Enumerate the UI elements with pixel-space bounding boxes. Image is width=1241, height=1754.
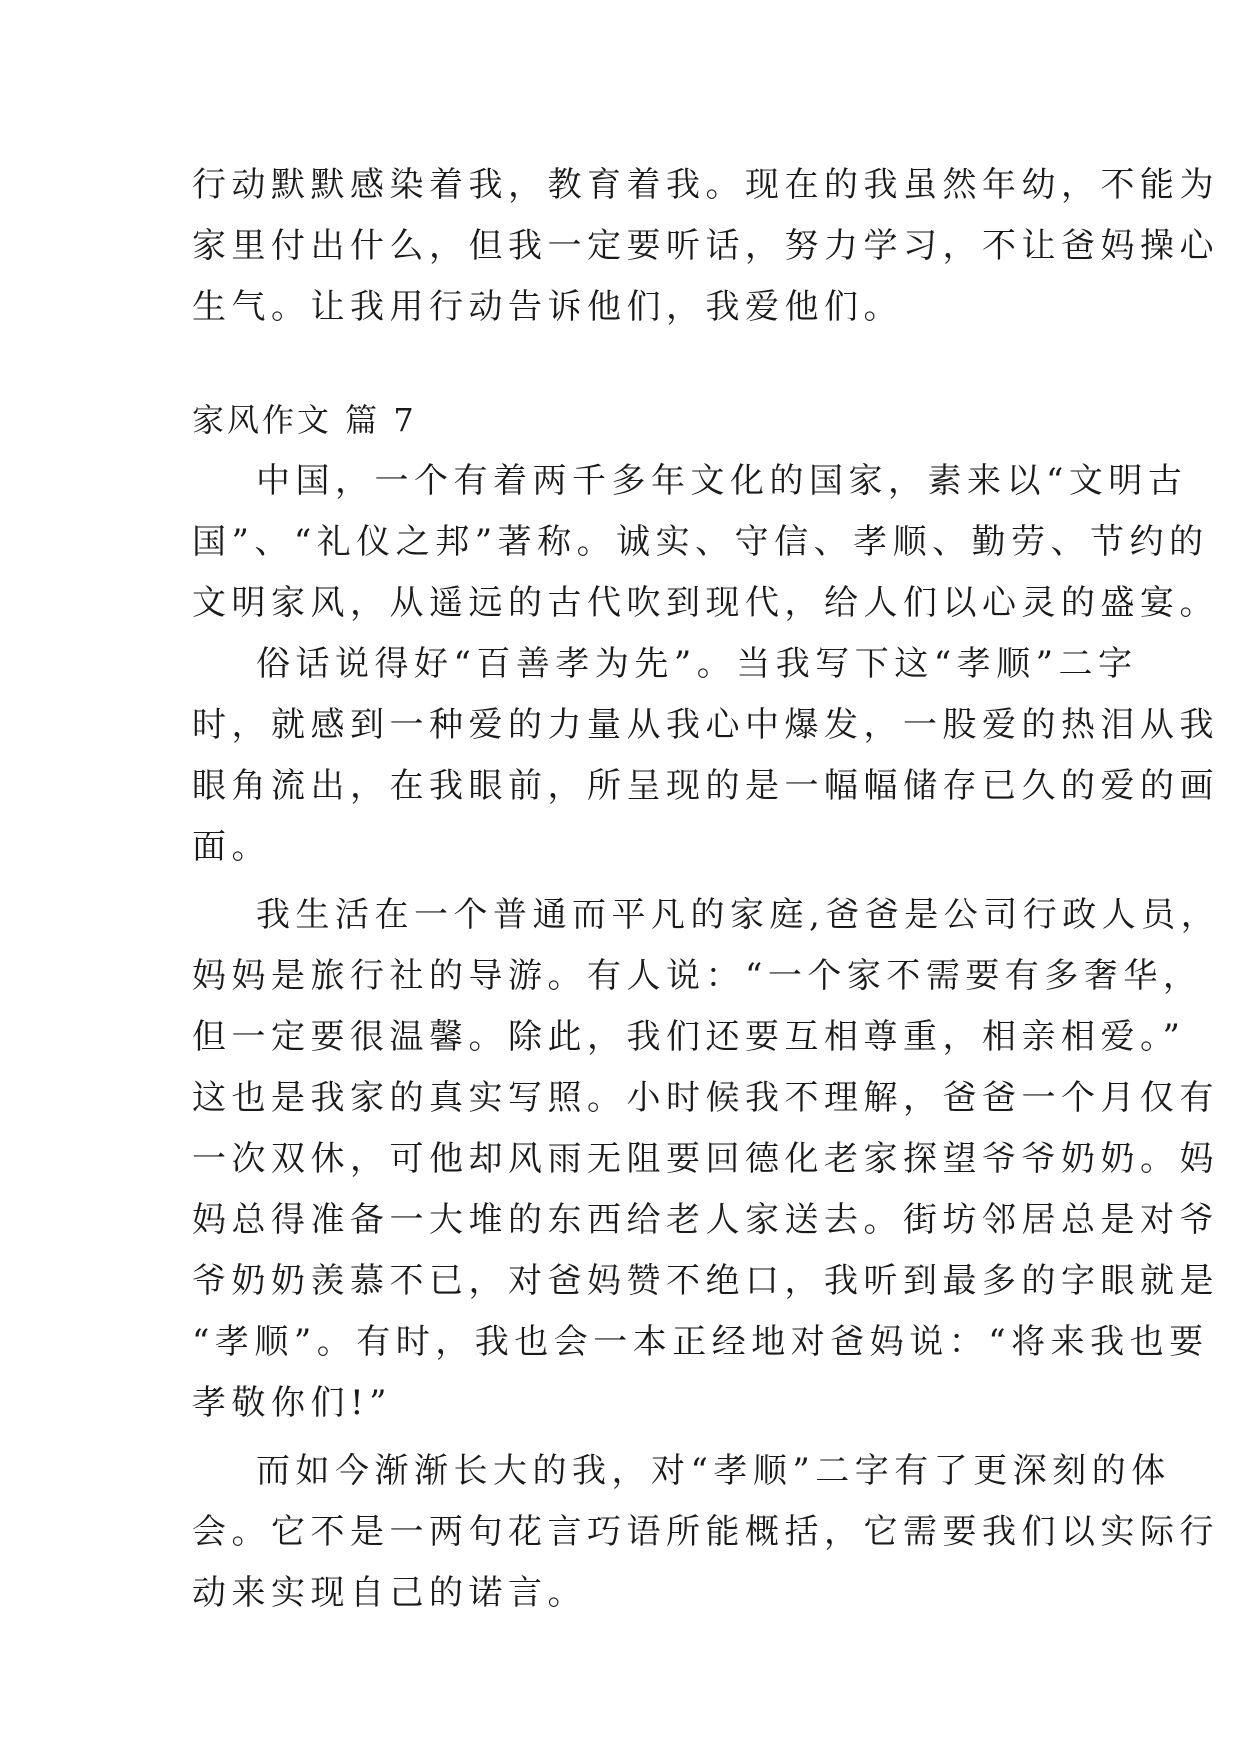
paragraph-spacer [192,1434,1052,1441]
text-line: 时，就感到一种爱的力量从我心中爆发，一股爱的热泪从我 [192,705,1219,745]
text-line: 家里付出什么，但我一定要听话，努力学习，不让爸妈操心 [192,226,1219,266]
text-line: 会。它不是一两句花言巧语所能概括，它需要我们以实际行 [192,1512,1219,1552]
section-heading: 家风作文 篇 7 [192,401,417,439]
text-line: 而如今渐渐长大的我，对“孝顺”二字有了更深刻的体 [256,1451,1171,1491]
paragraph-4 [192,1441,1219,1624]
text-line: 动来实现自己的诺言。 [192,1573,587,1613]
text-line: 中国，一个有着两千多年文化的国家，素来以“文明古 [256,461,1188,501]
text-line: 这也是我家的真实写照。小时候我不理解，爸爸一个月仅有 [192,1078,1219,1118]
paragraph-spacer [192,878,1052,885]
text-line: 一次双休，可他却风雨无阻要回德化老家探望爷爷奶奶。妈 [192,1139,1219,1179]
paragraph-1 [192,451,1219,634]
text-line: 眼角流出，在我眼前，所呈现的是一幅幅储存已久的爱的画 [192,766,1219,806]
text-line: 我生活在一个普通而平凡的家庭,爸爸是公司行政人员， [256,895,1221,935]
paragraph-2 [192,634,1219,878]
text-line: 生气。让我用行动告诉他们，我爱他们。 [192,287,903,327]
paragraph-3 [192,885,1221,1434]
text-line: 妈总得准备一大堆的东西给老人家送去。街坊邻居总是对爷 [192,1200,1219,1240]
text-line: 文明家风，从遥远的古代吹到现代，给人们以心灵的盛宴。 [192,583,1219,623]
text-line: 国”、“礼仪之邦”著称。诚实、守信、孝顺、勤劳、节约的 [192,522,1209,562]
text-line: 爷奶奶羡慕不已，对爸妈赞不绝口，我听到最多的字眼就是 [192,1261,1219,1301]
intro-paragraph [192,155,1219,338]
text-line: 俗话说得好“百善孝为先”。当我写下这“孝顺”二字 [256,644,1138,684]
essay-body [192,451,1221,1624]
text-line: 孝敬你们!” [192,1383,393,1423]
text-line: 但一定要很温馨。除此，我们还要互相尊重，相亲相爱。” [192,1017,1186,1057]
text-line: 妈妈是旅行社的导游。有人说：“一个家不需要有多奢华， [192,956,1203,996]
text-line: 面。 [192,827,271,867]
text-line: “孝顺”。有时，我也会一本正经地对爸妈说：“将来我也要 [192,1322,1209,1362]
text-line: 行动默默感染着我，教育着我。现在的我虽然年幼，不能为 [192,165,1219,205]
